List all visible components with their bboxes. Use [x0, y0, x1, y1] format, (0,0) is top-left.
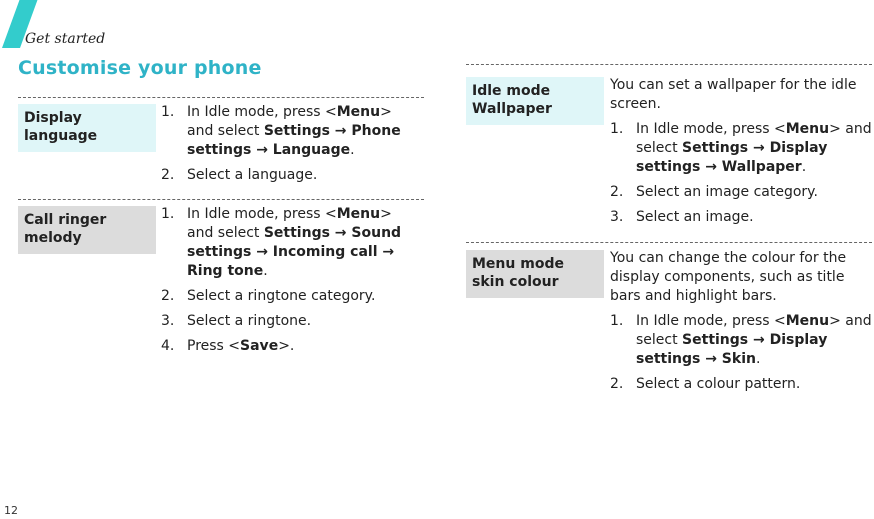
step-number: 2.: [610, 184, 624, 200]
step-number: 3.: [610, 209, 624, 225]
divider: [466, 64, 872, 65]
step-item: [610, 375, 872, 394]
step-text: In Idle mode, press <Menu> and select Settings → Phone settings → Language.: [187, 104, 401, 158]
skin-colour-steps: [610, 312, 872, 394]
step-item: [610, 208, 872, 227]
page-title: Customise your phone: [18, 57, 262, 79]
display-language-label: Display language: [18, 104, 156, 152]
page-number: 12: [4, 504, 18, 517]
step-text: In Idle mode, press <Menu> and select Settings → Display settings → Wallpaper.: [636, 121, 872, 175]
step-item: [161, 287, 421, 306]
idle-wallpaper-description: [610, 76, 872, 233]
step-text: Select an image.: [636, 209, 754, 225]
step-text: Select an image category.: [636, 184, 818, 200]
idle-wallpaper-intro: You can set a wallpaper for the idle screen.: [610, 77, 857, 112]
step-number: 1.: [610, 313, 624, 329]
step-number: 2.: [610, 376, 624, 392]
step-number: 1.: [610, 121, 624, 137]
step-text: Select a ringtone category.: [187, 288, 376, 304]
divider: [18, 97, 424, 98]
divider: [466, 242, 872, 243]
step-item: [610, 120, 872, 177]
idle-wallpaper-steps: [610, 120, 872, 227]
step-text: Press <Save>.: [187, 338, 295, 354]
call-ringer-melody-label: Call ringer melody: [18, 206, 156, 254]
menu-mode-skin-colour-label: Menu mode skin colour: [466, 250, 604, 298]
call-ringer-steps: [161, 205, 421, 356]
section-title: Get started: [25, 31, 106, 47]
skin-colour-intro: You can change the colour for the display components, such as title bars and highlight bars.: [610, 250, 847, 304]
step-number: 2.: [161, 288, 175, 304]
idle-mode-wallpaper-label: Idle mode Wallpaper: [466, 77, 604, 125]
step-number: 1.: [161, 104, 175, 120]
step-text: In Idle mode, press <Menu> and select Settings → Display settings → Skin.: [636, 313, 872, 367]
step-item: [610, 183, 872, 202]
step-item: [161, 103, 421, 160]
call-ringer-description: [161, 205, 421, 362]
step-item: [161, 337, 421, 356]
display-language-steps: [161, 103, 421, 185]
step-number: 3.: [161, 313, 175, 329]
divider: [18, 199, 424, 200]
skin-colour-description: [610, 249, 872, 400]
display-language-description: [161, 103, 421, 191]
step-text: Select a language.: [187, 167, 318, 183]
step-item: [161, 166, 421, 185]
step-text: In Idle mode, press <Menu> and select Settings → Sound settings → Incoming call → Ring tone.: [187, 206, 402, 279]
step-number: 2.: [161, 167, 175, 183]
step-text: Select a colour pattern.: [636, 376, 801, 392]
step-item: [161, 205, 421, 281]
step-number: 4.: [161, 338, 175, 354]
step-text: Select a ringtone.: [187, 313, 312, 329]
step-item: [610, 312, 872, 369]
step-item: [161, 312, 421, 331]
step-number: 1.: [161, 206, 175, 222]
